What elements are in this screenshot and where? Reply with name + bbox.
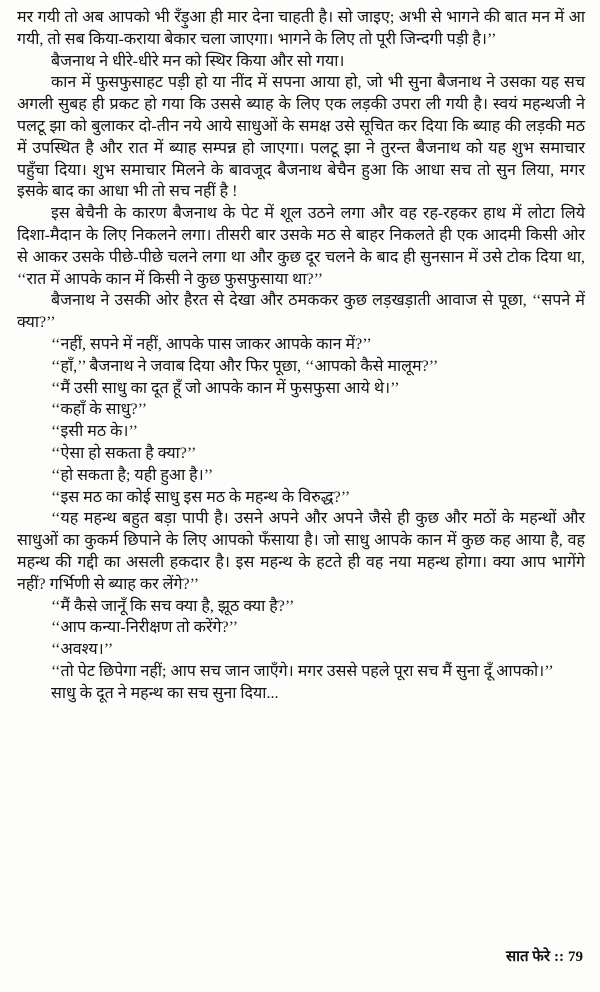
paragraph: मर गयी तो अब आपको भी रँड़ुआ ही मार देना चाहती है। सो जाइए; अभी से भागने की बात मन में आ गयी, तो सब किया-कराया बेकार चला जाएगा। भागने के लिए तो पूरी जिन्दगी पड़ी है।’’	[17, 9, 585, 48]
paragraph: ‘‘कहाँ के साधु?’’	[51, 401, 148, 419]
paragraph: इस बेचैनी के कारण बैजनाथ के पेट में शूल उठने लगा और वह रह-रहकर हाथ में लोटा लिये दिशा-मैदान के लिए निकलने लगा। तीसरी बार उसके मठ से बाहर निकलते ही एक आदमी किसी ओर से आकर उसके पीछे-पीछे चलने लगा था और कुछ दूर चलने के बाद ही सुनसान में उसे टोक दिया था, ‘‘रात में आपके कान में किसी ने कुछ फुसफुसाया था?’’	[17, 205, 585, 288]
paragraph: ‘‘आप कन्या-निरीक्षण तो करेंगे?’’	[51, 619, 239, 637]
paragraph: ‘‘अवश्य।’’	[51, 641, 114, 659]
footer-separator: ::	[554, 949, 564, 965]
page-number: 79	[568, 949, 583, 965]
paragraph: साधु के दूत ने महन्थ का सच सुना दिया...	[51, 684, 279, 702]
paragraph: ‘‘मैं उसी साधु का दूत हूँ जो आपके कान में फुसफुसा आये थे।’’	[51, 379, 400, 397]
paragraph: कान में फुसफुसाहट पड़ी हो या नींद में सपना आया हो, जो भी सुना बैजनाथ ने उसका यह सच अगली सुबह ही प्रकट हो गया कि उससे ब्याह के लिए एक लड़की उपरा ली गयी है। स्वयं महन्थजी ने पलटू झा को बुलाकर दो-तीन नये आये साधुओं के समक्ष उसे सूचित कर दिया कि ब्याह की लड़की मठ में उपस्थित है और रात में ब्याह सम्पन्न हो जाएगा। पलटू झा ने तुरन्त बैजनाथ को यह शुभ समाचार पहुँचा दिया। शुभ समाचार मिलने के बावजूद बैजनाथ बेचैन हुआ कि आधा सच तो सुन लिया, मगर इसके बाद का आधा भी तो सच नहीं है !	[17, 74, 585, 201]
paragraph: ‘‘नहीं, सपने में नहीं, आपके पास जाकर आपके कान में?’’	[51, 335, 372, 353]
paragraph: ‘‘इसी मठ के।’’	[51, 423, 138, 441]
paragraph: बैजनाथ ने उसकी ओर हैरत से देखा और ठमककर कुछ लड़खड़ाती आवाज से पूछा, ‘‘सपने में क्या?’’	[17, 292, 585, 332]
paragraph: ‘‘ऐसा हो सकता है क्या?’’	[51, 444, 197, 462]
book-title: सात फेरे	[505, 949, 550, 965]
paragraph: ‘‘मैं कैसे जानूँ कि सच क्या है, झूठ क्या है?’’	[51, 597, 295, 615]
paragraph: ‘‘इस मठ का कोई साधु इस मठ के महन्थ के विरुद्ध?’’	[51, 488, 351, 506]
paragraph: ‘‘यह महन्थ बहुत बड़ा पापी है। उसने अपने और अपने जैसे ही कुछ और मठों के महन्थों और साधुओं का कुकर्म छिपाने के लिए आपको फँसाया है। जो साधु आपके कान में कुछ कह आया है, वह महन्थ की गद्दी का असली हकदार है। इस महन्थ के हटते ही वह नया महन्थ होगा। क्या आप भागेंगे नहीं? गर्भिणी से ब्याह कर लेंगे?’’	[17, 510, 585, 593]
paragraph: ‘‘तो पेट छिपेगा नहीं; आप सच जान जाएँगे। मगर उससे पहले पूरा सच मैं सुना दूँ आपको।’’	[51, 662, 554, 680]
page-footer	[506, 946, 583, 966]
paragraph: बैजनाथ ने धीरे-धीरे मन को स्थिर किया और सो गया।	[51, 52, 345, 70]
paragraph: ‘‘हो सकता है; यही हुआ है।’’	[51, 466, 214, 484]
paragraph: ‘‘हाँ,’’ बैजनाथ ने जवाब दिया और फिर पूछा, ‘‘आपको कैसे मालूम?’’	[51, 357, 439, 375]
